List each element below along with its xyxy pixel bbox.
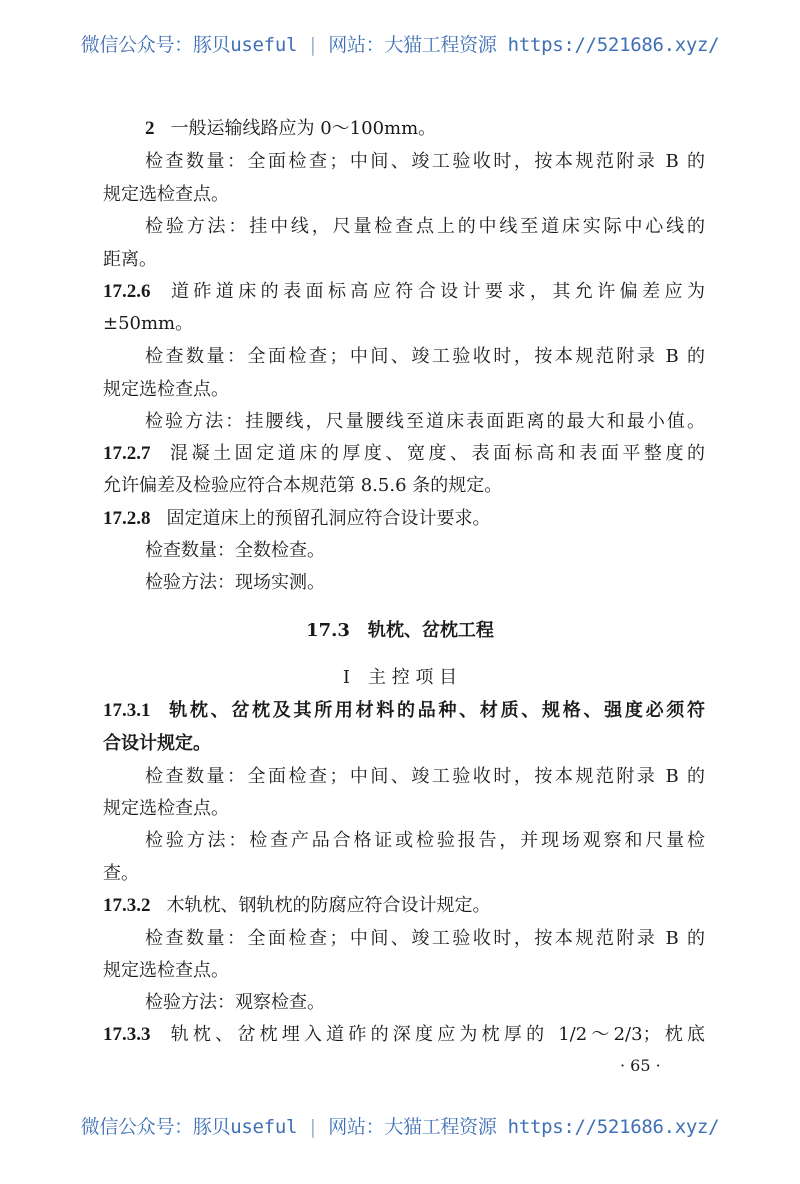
clause-line bbox=[103, 699, 705, 723]
watermark-separator: | bbox=[307, 34, 319, 56]
text-line bbox=[103, 862, 705, 886]
line-text: 查。 bbox=[103, 863, 139, 884]
line-text: 距离。 bbox=[103, 249, 157, 270]
text-line bbox=[103, 312, 705, 336]
text-line bbox=[103, 959, 705, 983]
clause-line bbox=[103, 894, 705, 918]
line-text: 17.3 轨枕、岔枕工程 bbox=[306, 620, 494, 641]
line-text: 允许偏差及检验应符合本规范第 8.5.6 条的规定。 bbox=[103, 475, 503, 496]
watermark-wechat: 微信公众号：豚贝useful bbox=[80, 1116, 298, 1138]
line-text: 检验方法：挂腰线，尺量腰线至道床表面距离的最大和最小值。 bbox=[145, 411, 705, 432]
line-text: 检查数量：全面检查；中间、竣工验收时，按本规范附录 B 的 bbox=[145, 766, 705, 787]
text-line bbox=[145, 765, 705, 789]
line-text: 规定选检查点。 bbox=[103, 379, 229, 400]
clause-number: 17.2.7 bbox=[103, 443, 151, 464]
watermark-separator: | bbox=[307, 1116, 319, 1138]
clause-line bbox=[103, 280, 705, 304]
clause-number: 17.3.2 bbox=[103, 895, 151, 916]
line-text: 规定选检查点。 bbox=[103, 798, 229, 819]
text-line bbox=[145, 571, 705, 595]
text-line bbox=[103, 248, 705, 272]
text-line bbox=[145, 829, 705, 853]
line-text: 规定选检查点。 bbox=[103, 184, 229, 205]
line-text: ±50mm。 bbox=[103, 313, 194, 334]
watermark-site: 网站：大猫工程资源 https://521686.xyz/ bbox=[328, 1116, 720, 1138]
clause-number: 2 bbox=[145, 118, 155, 139]
text-line bbox=[145, 150, 705, 174]
clause-line bbox=[103, 1023, 705, 1047]
line-text: 道砟道床的表面标高应符合设计要求，其允许偏差应为 bbox=[166, 281, 705, 302]
watermark-site: 网站：大猫工程资源 https://521686.xyz/ bbox=[328, 34, 720, 56]
clause-number: 17.3.1 bbox=[103, 700, 151, 721]
line-text: 检查数量：全面检查；中间、竣工验收时，按本规范附录 B 的 bbox=[145, 151, 705, 172]
text-line bbox=[0, 619, 800, 643]
text-line bbox=[145, 215, 705, 239]
text-line bbox=[145, 991, 705, 1015]
line-text: 检验方法：挂中线，尺量检查点上的中线至道床实际中心线的 bbox=[145, 216, 705, 237]
watermark-bottom bbox=[0, 1112, 800, 1139]
clause-number: 17.2.6 bbox=[103, 281, 151, 302]
line-text: 检查数量：全面检查；中间、竣工验收时，按本规范附录 B 的 bbox=[145, 928, 705, 949]
line-text: 检查数量：全数检查。 bbox=[145, 540, 325, 561]
clause-number: 17.3.3 bbox=[103, 1024, 151, 1045]
line-text: 检验方法：检查产品合格证或检验报告，并现场观察和尺量检 bbox=[145, 830, 705, 851]
text-line bbox=[145, 410, 705, 434]
clause-line bbox=[103, 442, 705, 466]
clause-line bbox=[145, 117, 705, 141]
text-line bbox=[103, 732, 705, 756]
line-text: 检验方法：观察检查。 bbox=[145, 992, 325, 1013]
line-text: 规定选检查点。 bbox=[103, 960, 229, 981]
watermark-top bbox=[0, 30, 800, 57]
line-text: 混凝土固定道床的厚度、宽度、表面标高和表面平整度的 bbox=[166, 443, 705, 464]
page-number: · 65 · bbox=[620, 1056, 661, 1075]
watermark-wechat: 微信公众号：豚贝useful bbox=[80, 34, 298, 56]
line-text: Ⅰ 主 控 项 目 bbox=[342, 667, 458, 688]
text-line bbox=[145, 927, 705, 951]
text-line bbox=[145, 345, 705, 369]
line-text: 一般运输线路应为 0～100mm。 bbox=[170, 118, 437, 139]
line-text: 检验方法：现场实测。 bbox=[145, 572, 325, 593]
text-line bbox=[103, 378, 705, 402]
clause-line bbox=[103, 507, 705, 531]
text-line bbox=[0, 666, 800, 690]
text-line bbox=[103, 474, 705, 498]
line-text: 合设计规定。 bbox=[103, 733, 211, 754]
text-line bbox=[103, 797, 705, 821]
line-text: 固定道床上的预留孔洞应符合设计要求。 bbox=[166, 508, 491, 529]
line-text: 检查数量：全面检查；中间、竣工验收时，按本规范附录 B 的 bbox=[145, 346, 705, 367]
line-text: 轨枕、岔枕埋入道砟的深度应为枕厚的 1/2～2/3；枕底 bbox=[166, 1024, 705, 1045]
line-text: 轨枕、岔枕及其所用材料的品种、材质、规格、强度必须符 bbox=[166, 700, 705, 721]
text-line bbox=[145, 539, 705, 563]
text-line bbox=[103, 183, 705, 207]
line-text: 木轨枕、钢轨枕的防腐应符合设计规定。 bbox=[166, 895, 491, 916]
clause-number: 17.2.8 bbox=[103, 508, 151, 529]
